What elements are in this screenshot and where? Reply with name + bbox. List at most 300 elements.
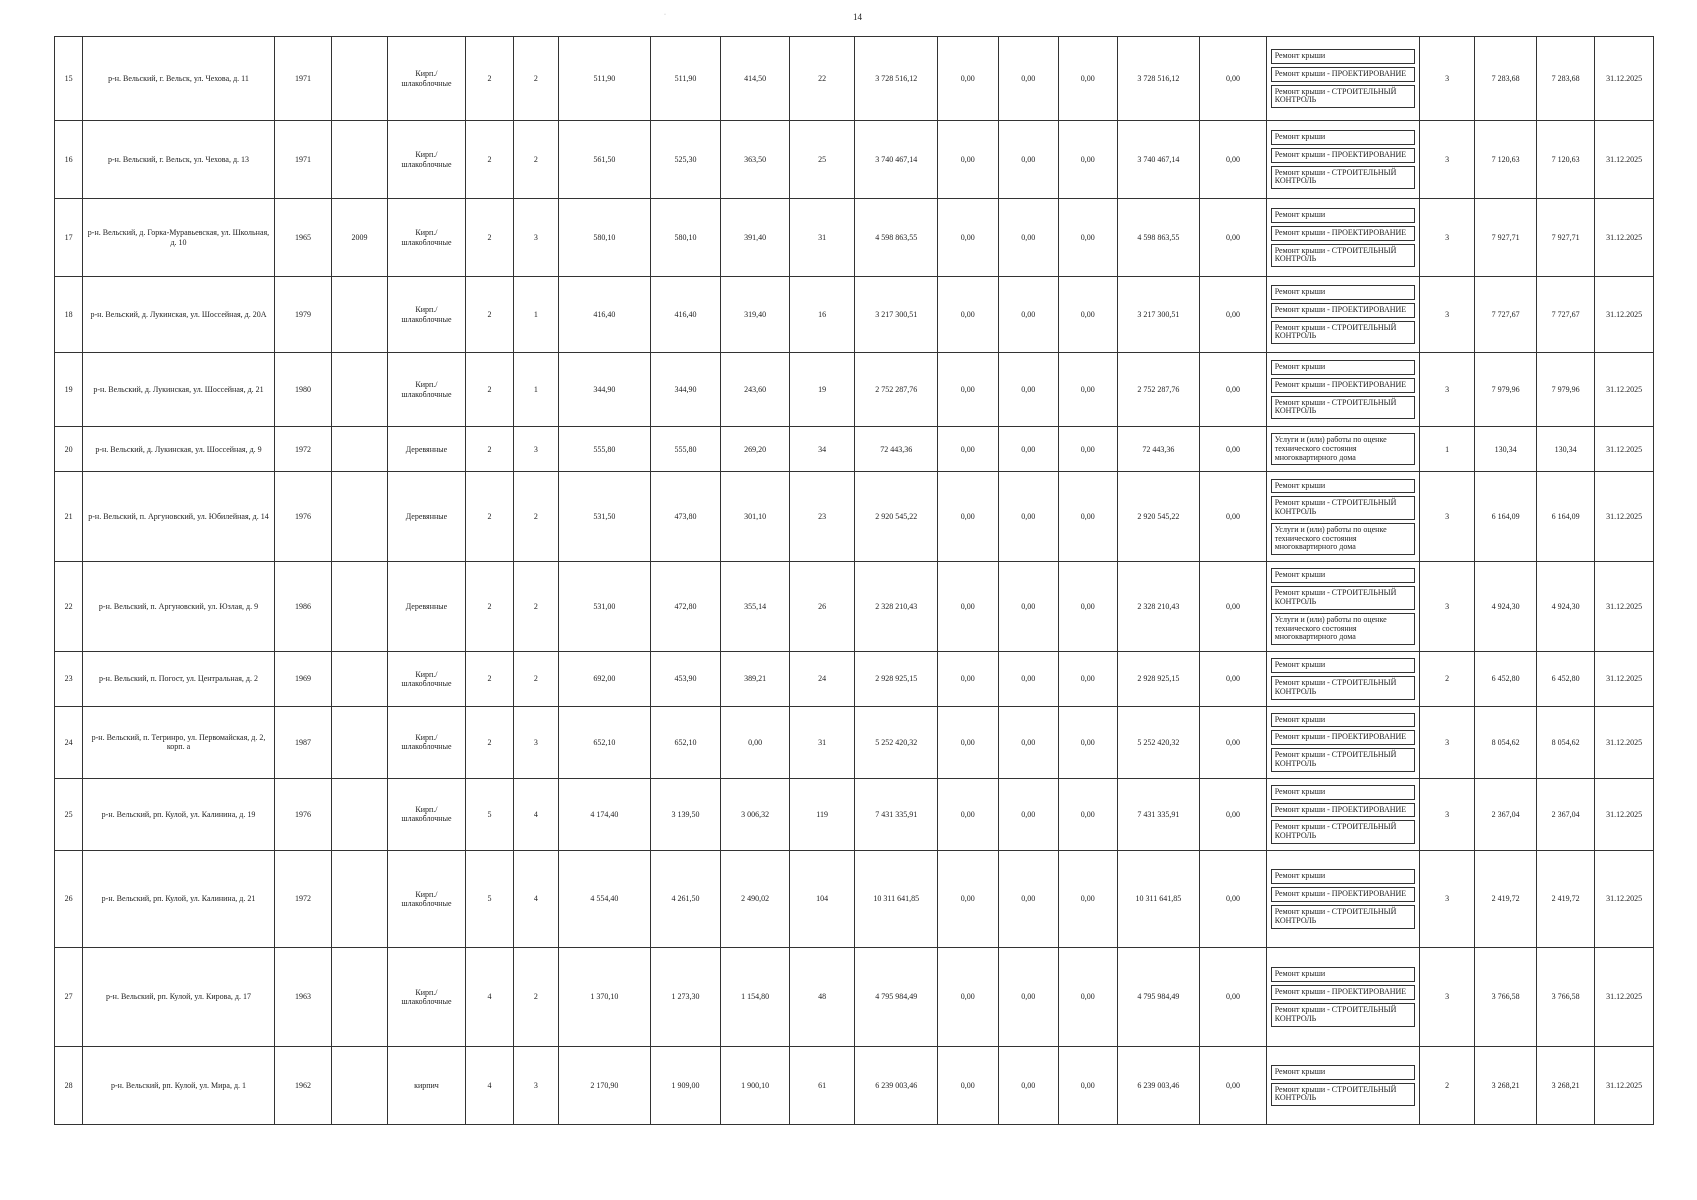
work-item: Ремонт крыши - СТРОИТЕЛЬНЫЙ КОНТРОЛЬ	[1271, 496, 1415, 520]
housing-table	[54, 36, 1654, 1125]
cell-count: 3	[1419, 37, 1474, 121]
cell-walls: Кирп./ шлакоблочные	[387, 121, 466, 199]
cell-residents: 25	[789, 121, 855, 199]
cell-floors: 2	[466, 353, 513, 427]
cell-address: р-н. Вельский, д. Горка-Муравьевская, ул. Школьная, д. 10	[83, 199, 275, 277]
cell-f2: 0,00	[998, 121, 1058, 199]
works-cell	[1266, 778, 1419, 850]
cell-residents: 119	[789, 778, 855, 850]
cell-f1: 0,00	[938, 121, 998, 199]
cell-fund: 4 795 984,49	[1117, 947, 1200, 1046]
cell-cost: 2 328 210,43	[855, 562, 938, 652]
cell-count: 3	[1419, 778, 1474, 850]
work-item: Ремонт крыши	[1271, 208, 1415, 223]
cell-f2: 0,00	[998, 37, 1058, 121]
cell-residents: 104	[789, 850, 855, 947]
cell-residents: 48	[789, 947, 855, 1046]
cell-area-own: 414,50	[721, 37, 790, 121]
cell-unit2: 7 120,63	[1536, 121, 1594, 199]
table-row	[55, 562, 1654, 652]
cell-fund: 6 239 003,46	[1117, 1046, 1200, 1124]
cell-year2	[332, 947, 387, 1046]
cell-floors: 4	[466, 1046, 513, 1124]
table-row	[55, 850, 1654, 947]
cell-entrances: 2	[513, 472, 558, 562]
cell-year2	[332, 121, 387, 199]
cell-year: 1965	[274, 199, 331, 277]
cell-count: 1	[1419, 427, 1474, 472]
cell-address: р-н. Вельский, п. Аргуновский, ул. Юбилейная, д. 14	[83, 472, 275, 562]
cell-area-total: 652,10	[559, 706, 651, 778]
cell-walls: Деревянные	[387, 562, 466, 652]
cell-area-own: 243,60	[721, 353, 790, 427]
cell-n: 28	[55, 1046, 83, 1124]
cell-f3: 0,00	[1059, 706, 1117, 778]
page-number: 14	[853, 12, 862, 22]
cell-other: 0,00	[1200, 947, 1267, 1046]
table-row	[55, 37, 1654, 121]
cell-unit2: 8 054,62	[1536, 706, 1594, 778]
cell-f3: 0,00	[1059, 37, 1117, 121]
cell-fund: 3 217 300,51	[1117, 277, 1200, 353]
cell-year: 1972	[274, 850, 331, 947]
cell-area-own: 389,21	[721, 652, 790, 706]
cell-unit1: 2 367,04	[1475, 778, 1537, 850]
table-row	[55, 427, 1654, 472]
cell-entrances: 4	[513, 778, 558, 850]
cell-walls: Кирп./ шлакоблочные	[387, 37, 466, 121]
cell-walls: Деревянные	[387, 427, 466, 472]
cell-f1: 0,00	[938, 427, 998, 472]
cell-n: 24	[55, 706, 83, 778]
cell-fund: 72 443,36	[1117, 427, 1200, 472]
works-cell	[1266, 652, 1419, 706]
cell-floors: 2	[466, 37, 513, 121]
cell-residents: 31	[789, 706, 855, 778]
cell-unit1: 3 766,58	[1475, 947, 1537, 1046]
work-item: Ремонт крыши	[1271, 713, 1415, 728]
cell-area-res: 453,90	[650, 652, 721, 706]
cell-walls: Кирп./ шлакоблочные	[387, 778, 466, 850]
cell-n: 25	[55, 778, 83, 850]
works-cell	[1266, 706, 1419, 778]
work-item: Ремонт крыши - ПРОЕКТИРОВАНИЕ	[1271, 985, 1415, 1000]
cell-date: 31.12.2025	[1595, 652, 1654, 706]
work-item: Ремонт крыши - СТРОИТЕЛЬНЫЙ КОНТРОЛЬ	[1271, 166, 1415, 190]
work-item: Ремонт крыши - СТРОИТЕЛЬНЫЙ КОНТРОЛЬ	[1271, 244, 1415, 268]
cell-floors: 2	[466, 277, 513, 353]
cell-other: 0,00	[1200, 353, 1267, 427]
cell-year2	[332, 277, 387, 353]
work-item: Ремонт крыши - ПРОЕКТИРОВАНИЕ	[1271, 887, 1415, 902]
cell-count: 2	[1419, 652, 1474, 706]
works-cell	[1266, 121, 1419, 199]
cell-f3: 0,00	[1059, 121, 1117, 199]
cell-unit1: 6 164,09	[1475, 472, 1537, 562]
cell-date: 31.12.2025	[1595, 353, 1654, 427]
cell-floors: 2	[466, 562, 513, 652]
cell-entrances: 2	[513, 947, 558, 1046]
cell-year2	[332, 353, 387, 427]
cell-area-res: 525,30	[650, 121, 721, 199]
cell-residents: 31	[789, 199, 855, 277]
cell-walls: кирпич	[387, 1046, 466, 1124]
cell-other: 0,00	[1200, 199, 1267, 277]
cell-unit1: 3 268,21	[1475, 1046, 1537, 1124]
cell-area-total: 2 170,90	[559, 1046, 651, 1124]
cell-floors: 2	[466, 652, 513, 706]
works-cell	[1266, 850, 1419, 947]
cell-n: 27	[55, 947, 83, 1046]
cell-f2: 0,00	[998, 850, 1058, 947]
table-row	[55, 778, 1654, 850]
cell-fund: 2 928 925,15	[1117, 652, 1200, 706]
cell-fund: 2 328 210,43	[1117, 562, 1200, 652]
cell-area-own: 301,10	[721, 472, 790, 562]
cell-year2	[332, 778, 387, 850]
cell-cost: 5 252 420,32	[855, 706, 938, 778]
cell-area-total: 531,50	[559, 472, 651, 562]
cell-year: 1971	[274, 121, 331, 199]
cell-other: 0,00	[1200, 652, 1267, 706]
works-cell	[1266, 562, 1419, 652]
work-item: Ремонт крыши	[1271, 1065, 1415, 1080]
cell-unit1: 8 054,62	[1475, 706, 1537, 778]
cell-unit1: 7 979,96	[1475, 353, 1537, 427]
cell-unit2: 7 283,68	[1536, 37, 1594, 121]
cell-area-total: 4 554,40	[559, 850, 651, 947]
cell-unit1: 6 452,80	[1475, 652, 1537, 706]
works-cell	[1266, 277, 1419, 353]
cell-f3: 0,00	[1059, 427, 1117, 472]
cell-address: р-н. Вельский, рп. Кулой, ул. Калинина, д. 21	[83, 850, 275, 947]
work-item: Ремонт крыши - СТРОИТЕЛЬНЫЙ КОНТРОЛЬ	[1271, 1003, 1415, 1027]
cell-f3: 0,00	[1059, 353, 1117, 427]
cell-entrances: 1	[513, 277, 558, 353]
cell-year: 1971	[274, 37, 331, 121]
cell-entrances: 3	[513, 706, 558, 778]
works-cell	[1266, 427, 1419, 472]
cell-f2: 0,00	[998, 778, 1058, 850]
cell-unit2: 2 367,04	[1536, 778, 1594, 850]
cell-address: р-н. Вельский, п. Аргуновский, ул. Юзлая, д. 9	[83, 562, 275, 652]
cell-entrances: 2	[513, 652, 558, 706]
cell-count: 3	[1419, 947, 1474, 1046]
cell-entrances: 1	[513, 353, 558, 427]
works-cell	[1266, 37, 1419, 121]
table-row	[55, 947, 1654, 1046]
table-body	[55, 37, 1654, 1125]
cell-year: 1972	[274, 427, 331, 472]
work-item: Услуги и (или) работы по оценке технического состояния многоквартирного дома	[1271, 523, 1415, 555]
work-item: Ремонт крыши - СТРОИТЕЛЬНЫЙ КОНТРОЛЬ	[1271, 820, 1415, 844]
cell-year: 1976	[274, 472, 331, 562]
cell-residents: 34	[789, 427, 855, 472]
cell-unit2: 2 419,72	[1536, 850, 1594, 947]
cell-date: 31.12.2025	[1595, 947, 1654, 1046]
cell-year2	[332, 652, 387, 706]
cell-f1: 0,00	[938, 850, 998, 947]
cell-entrances: 3	[513, 427, 558, 472]
work-item: Ремонт крыши - СТРОИТЕЛЬНЫЙ КОНТРОЛЬ	[1271, 748, 1415, 772]
cell-date: 31.12.2025	[1595, 121, 1654, 199]
cell-f1: 0,00	[938, 353, 998, 427]
works-cell	[1266, 472, 1419, 562]
cell-walls: Кирп./ шлакоблочные	[387, 353, 466, 427]
cell-n: 16	[55, 121, 83, 199]
cell-f3: 0,00	[1059, 947, 1117, 1046]
cell-fund: 4 598 863,55	[1117, 199, 1200, 277]
cell-f2: 0,00	[998, 277, 1058, 353]
cell-address: р-н. Вельский, п. Тегринро, ул. Первомайская, д. 2, корп. а	[83, 706, 275, 778]
cell-fund: 5 252 420,32	[1117, 706, 1200, 778]
cell-address: р-н. Вельский, д. Лукинская, ул. Шоссейная, д. 9	[83, 427, 275, 472]
cell-unit1: 4 924,30	[1475, 562, 1537, 652]
cell-f1: 0,00	[938, 778, 998, 850]
cell-area-res: 652,10	[650, 706, 721, 778]
cell-area-res: 1 273,30	[650, 947, 721, 1046]
work-item: Ремонт крыши - СТРОИТЕЛЬНЫЙ КОНТРОЛЬ	[1271, 586, 1415, 610]
cell-year: 1962	[274, 1046, 331, 1124]
work-item: Ремонт крыши	[1271, 285, 1415, 300]
cell-unit2: 3 766,58	[1536, 947, 1594, 1046]
cell-f2: 0,00	[998, 706, 1058, 778]
cell-f1: 0,00	[938, 277, 998, 353]
cell-residents: 16	[789, 277, 855, 353]
cell-area-total: 580,10	[559, 199, 651, 277]
cell-area-res: 416,40	[650, 277, 721, 353]
cell-area-total: 692,00	[559, 652, 651, 706]
cell-count: 2	[1419, 1046, 1474, 1124]
work-item: Ремонт крыши - СТРОИТЕЛЬНЫЙ КОНТРОЛЬ	[1271, 676, 1415, 700]
cell-area-own: 319,40	[721, 277, 790, 353]
cell-year: 1986	[274, 562, 331, 652]
work-item: Ремонт крыши	[1271, 785, 1415, 800]
cell-f1: 0,00	[938, 199, 998, 277]
cell-year: 1976	[274, 778, 331, 850]
cell-f3: 0,00	[1059, 652, 1117, 706]
cell-residents: 23	[789, 472, 855, 562]
cell-year2	[332, 850, 387, 947]
cell-unit1: 2 419,72	[1475, 850, 1537, 947]
cell-walls: Кирп./ шлакоблочные	[387, 277, 466, 353]
work-item: Ремонт крыши	[1271, 360, 1415, 375]
cell-date: 31.12.2025	[1595, 37, 1654, 121]
cell-other: 0,00	[1200, 121, 1267, 199]
cell-residents: 24	[789, 652, 855, 706]
cell-area-own: 391,40	[721, 199, 790, 277]
cell-area-own: 0,00	[721, 706, 790, 778]
work-item: Ремонт крыши	[1271, 967, 1415, 982]
cell-other: 0,00	[1200, 706, 1267, 778]
cell-n: 20	[55, 427, 83, 472]
cell-f1: 0,00	[938, 472, 998, 562]
cell-f1: 0,00	[938, 37, 998, 121]
cell-count: 3	[1419, 562, 1474, 652]
cell-cost: 4 795 984,49	[855, 947, 938, 1046]
cell-count: 3	[1419, 121, 1474, 199]
cell-walls: Кирп./ шлакоблочные	[387, 947, 466, 1046]
cell-unit2: 7 979,96	[1536, 353, 1594, 427]
cell-other: 0,00	[1200, 472, 1267, 562]
cell-address: р-н. Вельский, рп. Кулой, ул. Кирова, д. 17	[83, 947, 275, 1046]
cell-entrances: 2	[513, 121, 558, 199]
work-item: Ремонт крыши	[1271, 479, 1415, 494]
cell-cost: 3 728 516,12	[855, 37, 938, 121]
cell-date: 31.12.2025	[1595, 472, 1654, 562]
cell-area-total: 511,90	[559, 37, 651, 121]
cell-year2: 2009	[332, 199, 387, 277]
cell-area-own: 2 490,02	[721, 850, 790, 947]
cell-area-total: 561,50	[559, 121, 651, 199]
cell-entrances: 2	[513, 562, 558, 652]
cell-floors: 2	[466, 427, 513, 472]
cell-area-res: 580,10	[650, 199, 721, 277]
cell-unit2: 6 452,80	[1536, 652, 1594, 706]
cell-address: р-н. Вельский, рп. Кулой, ул. Мира, д. 1	[83, 1046, 275, 1124]
cell-cost: 10 311 641,85	[855, 850, 938, 947]
work-item: Ремонт крыши - ПРОЕКТИРОВАНИЕ	[1271, 67, 1415, 82]
cell-floors: 5	[466, 778, 513, 850]
cell-f1: 0,00	[938, 562, 998, 652]
cell-area-res: 3 139,50	[650, 778, 721, 850]
cell-f3: 0,00	[1059, 199, 1117, 277]
cell-area-res: 1 909,00	[650, 1046, 721, 1124]
cell-floors: 2	[466, 706, 513, 778]
cell-address: р-н. Вельский, д. Лукинская, ул. Шоссейная, д. 20А	[83, 277, 275, 353]
cell-other: 0,00	[1200, 427, 1267, 472]
cell-area-total: 555,80	[559, 427, 651, 472]
cell-cost: 2 928 925,15	[855, 652, 938, 706]
cell-area-own: 355,14	[721, 562, 790, 652]
cell-area-res: 4 261,50	[650, 850, 721, 947]
cell-unit1: 7 283,68	[1475, 37, 1537, 121]
cell-residents: 19	[789, 353, 855, 427]
cell-n: 22	[55, 562, 83, 652]
work-item: Ремонт крыши - СТРОИТЕЛЬНЫЙ КОНТРОЛЬ	[1271, 905, 1415, 929]
cell-area-res: 344,90	[650, 353, 721, 427]
work-item: Ремонт крыши	[1271, 49, 1415, 64]
cell-unit1: 7 927,71	[1475, 199, 1537, 277]
cell-entrances: 2	[513, 37, 558, 121]
cell-cost: 2 920 545,22	[855, 472, 938, 562]
cell-fund: 2 920 545,22	[1117, 472, 1200, 562]
work-item: Ремонт крыши - СТРОИТЕЛЬНЫЙ КОНТРОЛЬ	[1271, 396, 1415, 420]
scan-speck: ·	[664, 12, 666, 18]
cell-year2	[332, 427, 387, 472]
work-item: Ремонт крыши - ПРОЕКТИРОВАНИЕ	[1271, 803, 1415, 818]
cell-unit1: 130,34	[1475, 427, 1537, 472]
cell-year: 1969	[274, 652, 331, 706]
cell-n: 26	[55, 850, 83, 947]
cell-address: р-н. Вельский, п. Погост, ул. Центральная, д. 2	[83, 652, 275, 706]
table-row	[55, 277, 1654, 353]
cell-fund: 2 752 287,76	[1117, 353, 1200, 427]
cell-floors: 2	[466, 199, 513, 277]
cell-walls: Деревянные	[387, 472, 466, 562]
work-item: Услуги и (или) работы по оценке технического состояния многоквартирного дома	[1271, 433, 1415, 465]
work-item: Услуги и (или) работы по оценке технического состояния многоквартирного дома	[1271, 613, 1415, 645]
cell-floors: 5	[466, 850, 513, 947]
cell-year2	[332, 472, 387, 562]
work-item: Ремонт крыши	[1271, 568, 1415, 583]
cell-area-total: 1 370,10	[559, 947, 651, 1046]
work-item: Ремонт крыши - СТРОИТЕЛЬНЫЙ КОНТРОЛЬ	[1271, 85, 1415, 109]
cell-area-res: 555,80	[650, 427, 721, 472]
table-row	[55, 706, 1654, 778]
cell-unit2: 7 927,71	[1536, 199, 1594, 277]
cell-address: р-н. Вельский, г. Вельск, ул. Чехова, д. 11	[83, 37, 275, 121]
cell-f2: 0,00	[998, 1046, 1058, 1124]
work-item: Ремонт крыши - ПРОЕКТИРОВАНИЕ	[1271, 226, 1415, 241]
cell-walls: Кирп./ шлакоблочные	[387, 850, 466, 947]
cell-other: 0,00	[1200, 277, 1267, 353]
cell-f1: 0,00	[938, 947, 998, 1046]
cell-f1: 0,00	[938, 1046, 998, 1124]
cell-count: 3	[1419, 199, 1474, 277]
cell-area-own: 363,50	[721, 121, 790, 199]
cell-fund: 3 728 516,12	[1117, 37, 1200, 121]
cell-f2: 0,00	[998, 947, 1058, 1046]
work-item: Ремонт крыши - СТРОИТЕЛЬНЫЙ КОНТРОЛЬ	[1271, 321, 1415, 345]
cell-residents: 26	[789, 562, 855, 652]
work-item: Ремонт крыши - ПРОЕКТИРОВАНИЕ	[1271, 730, 1415, 745]
cell-count: 3	[1419, 353, 1474, 427]
cell-walls: Кирп./ шлакоблочные	[387, 706, 466, 778]
cell-f3: 0,00	[1059, 472, 1117, 562]
cell-count: 3	[1419, 850, 1474, 947]
table-row	[55, 199, 1654, 277]
work-item: Ремонт крыши - СТРОИТЕЛЬНЫЙ КОНТРОЛЬ	[1271, 1083, 1415, 1107]
cell-f3: 0,00	[1059, 778, 1117, 850]
cell-f2: 0,00	[998, 353, 1058, 427]
cell-year: 1963	[274, 947, 331, 1046]
work-item: Ремонт крыши	[1271, 658, 1415, 673]
cell-walls: Кирп./ шлакоблочные	[387, 652, 466, 706]
cell-count: 3	[1419, 706, 1474, 778]
cell-area-own: 269,20	[721, 427, 790, 472]
work-item: Ремонт крыши - ПРОЕКТИРОВАНИЕ	[1271, 303, 1415, 318]
cell-unit2: 7 727,67	[1536, 277, 1594, 353]
cell-address: р-н. Вельский, рп. Кулой, ул. Калинина, д. 19	[83, 778, 275, 850]
cell-f2: 0,00	[998, 199, 1058, 277]
cell-date: 31.12.2025	[1595, 706, 1654, 778]
cell-f2: 0,00	[998, 427, 1058, 472]
cell-f3: 0,00	[1059, 850, 1117, 947]
cell-count: 3	[1419, 472, 1474, 562]
work-item: Ремонт крыши - ПРОЕКТИРОВАНИЕ	[1271, 148, 1415, 163]
cell-floors: 2	[466, 472, 513, 562]
cell-year2	[332, 706, 387, 778]
cell-f2: 0,00	[998, 472, 1058, 562]
cell-n: 19	[55, 353, 83, 427]
cell-other: 0,00	[1200, 562, 1267, 652]
cell-address: р-н. Вельский, г. Вельск, ул. Чехова, д. 13	[83, 121, 275, 199]
cell-area-res: 473,80	[650, 472, 721, 562]
works-cell	[1266, 947, 1419, 1046]
cell-year2	[332, 562, 387, 652]
table-row	[55, 121, 1654, 199]
cell-floors: 4	[466, 947, 513, 1046]
cell-year: 1979	[274, 277, 331, 353]
cell-date: 31.12.2025	[1595, 562, 1654, 652]
work-item: Ремонт крыши	[1271, 130, 1415, 145]
cell-address: р-н. Вельский, д. Лукинская, ул. Шоссейная, д. 21	[83, 353, 275, 427]
cell-unit2: 4 924,30	[1536, 562, 1594, 652]
cell-area-res: 472,80	[650, 562, 721, 652]
cell-area-total: 4 174,40	[559, 778, 651, 850]
cell-cost: 6 239 003,46	[855, 1046, 938, 1124]
